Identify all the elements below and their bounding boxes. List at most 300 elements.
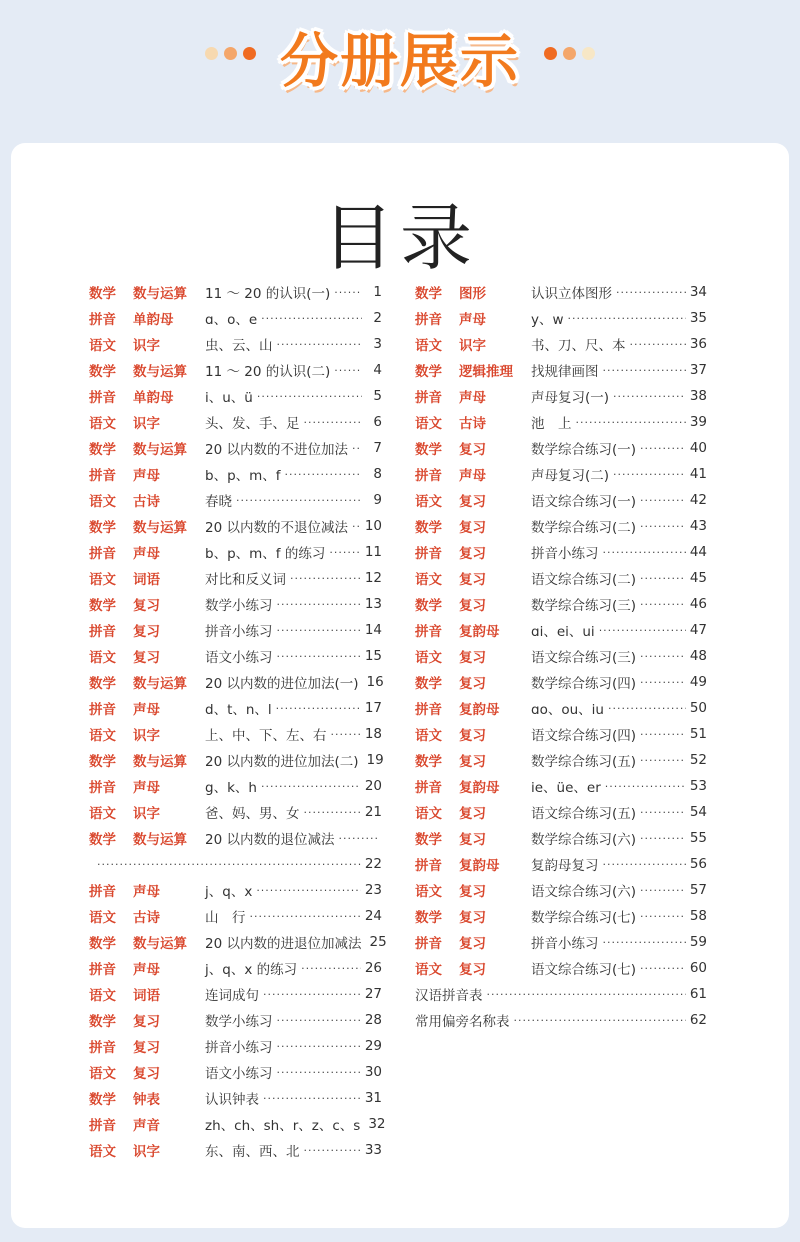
toc-topic: 声母复习(二)	[531, 468, 610, 484]
toc-page-number: 34	[689, 284, 707, 300]
toc-entry	[415, 877, 707, 903]
toc-leader	[514, 1014, 686, 1027]
toc-topic: 常用偏旁名称表	[415, 1014, 510, 1030]
toc-topic: g、k、h	[205, 780, 257, 796]
toc-subject: 拼音	[89, 962, 116, 978]
toc-category: 复习	[459, 936, 486, 952]
toc-leader	[640, 598, 686, 611]
toc-topic: 语文综合练习(二)	[531, 572, 637, 588]
toc-category: 复习	[459, 546, 486, 562]
toc-page-number: 7	[373, 440, 382, 456]
toc-page-number: 20	[364, 778, 382, 794]
toc-topic: 山 行	[205, 910, 246, 926]
toc-topic: 书、刀、尺、本	[531, 338, 626, 354]
toc-category: 数与运算	[133, 520, 187, 536]
toc-entry	[89, 1111, 386, 1137]
toc-page-number: 5	[373, 388, 382, 404]
toc-topic: 语文综合练习(七)	[531, 962, 637, 978]
toc-category: 复习	[459, 910, 486, 926]
toc-leader	[640, 728, 686, 741]
toc-category: 复习	[133, 650, 160, 666]
toc-page-number: 60	[689, 960, 707, 976]
toc-topic: 数学综合练习(六)	[531, 832, 637, 848]
toc-leader	[290, 572, 361, 585]
toc-entry	[89, 1059, 382, 1085]
toc-category: 声母	[133, 468, 160, 484]
toc-page-number: 59	[689, 934, 707, 950]
toc-category: 数与运算	[133, 364, 187, 380]
toc-entry	[415, 851, 707, 877]
toc-page-number: 43	[689, 518, 707, 534]
toc-category: 复习	[459, 806, 486, 822]
toc-category: 复习	[459, 832, 486, 848]
toc-page-number: 54	[689, 804, 707, 820]
toc-leader	[603, 858, 686, 871]
toc-topic: ie、üe、er	[531, 780, 601, 796]
toc-topic: 池 上	[531, 416, 572, 432]
toc-page-number: 11	[364, 544, 382, 560]
toc-subject: 语文	[89, 806, 116, 822]
toc-category: 复习	[459, 728, 486, 744]
toc-leader	[640, 806, 686, 819]
toc-subject: 数学	[89, 1014, 116, 1030]
toc-entry	[89, 539, 382, 565]
toc-entry	[415, 955, 707, 981]
toc-topic: zh、ch、sh、r、z、c、s	[205, 1118, 361, 1134]
toc-leader	[640, 442, 686, 455]
toc-topic: 数学综合练习(五)	[531, 754, 637, 770]
toc-topic: 数学综合练习(七)	[531, 910, 637, 926]
toc-topic: 11 ～ 20 的认识(二)	[205, 364, 331, 380]
toc-leader	[277, 624, 361, 637]
toc-subject: 语文	[415, 494, 442, 510]
toc-page-number: 23	[364, 882, 382, 898]
toc-category: 声母	[459, 312, 486, 328]
toc-entry	[89, 643, 382, 669]
toc-category: 古诗	[459, 416, 486, 432]
toc-entry	[415, 357, 707, 383]
toc-leader	[304, 416, 363, 429]
toc-page-number: 44	[689, 544, 707, 560]
toc-entry	[415, 981, 707, 1007]
toc-leader	[352, 442, 362, 455]
toc-leader	[605, 780, 686, 793]
toc-category: 声母	[459, 468, 486, 484]
toc-entry	[89, 877, 382, 903]
toc-page-number: 38	[689, 388, 707, 404]
toc-entry	[89, 565, 382, 591]
toc-leader	[304, 1144, 361, 1157]
toc-leader	[608, 702, 686, 715]
toc-entry	[89, 279, 382, 305]
toc-subject: 数学	[415, 520, 442, 536]
toc-category: 复习	[133, 598, 160, 614]
toc-page-number: 8	[373, 466, 382, 482]
toc-page-number: 2	[373, 310, 382, 326]
toc-subject: 数学	[89, 286, 116, 302]
toc-category: 复韵母	[459, 780, 500, 796]
toc-topic: 数学综合练习(四)	[531, 676, 637, 692]
toc-category: 复习	[459, 572, 486, 588]
toc-subject: 语文	[415, 884, 442, 900]
toc-topic: d、t、n、l	[205, 702, 272, 718]
toc-category: 数与运算	[133, 442, 187, 458]
toc-category: 复习	[459, 598, 486, 614]
toc-entry	[89, 513, 382, 539]
toc-entry	[415, 799, 707, 825]
toc-subject: 语文	[415, 962, 442, 978]
toc-page-number: 53	[689, 778, 707, 794]
toc-category: 复习	[133, 1014, 160, 1030]
toc-subject: 拼音	[89, 702, 116, 718]
toc-leader	[352, 520, 361, 533]
toc-topic: 数学综合练习(二)	[531, 520, 637, 536]
toc-subject: 语文	[415, 416, 442, 432]
toc-leader	[263, 988, 361, 1001]
toc-topic: 头、发、手、足	[205, 416, 300, 432]
toc-subject: 数学	[415, 364, 442, 380]
toc-leader	[630, 338, 686, 351]
toc-category: 声母	[133, 546, 160, 562]
toc-category: 词语	[133, 988, 160, 1004]
toc-leader	[640, 910, 686, 923]
toc-entry-continued	[89, 851, 382, 877]
toc-category: 复韵母	[459, 624, 500, 640]
toc-topic: 拼音小练习	[205, 624, 273, 640]
toc-topic: ɑo、ou、iu	[531, 702, 604, 718]
toc-subject: 数学	[89, 754, 116, 770]
toc-subject: 拼音	[415, 702, 442, 718]
toc-entry	[415, 461, 707, 487]
toc-entry	[89, 1007, 382, 1033]
toc-topic: 数学小练习	[205, 598, 273, 614]
toc-leader	[285, 468, 362, 481]
toc-entry	[415, 747, 707, 773]
toc-category: 复习	[133, 624, 160, 640]
toc-page-number: 3	[373, 336, 382, 352]
toc-leader	[640, 572, 686, 585]
toc-category: 数与运算	[133, 936, 187, 952]
toc-entry	[415, 617, 707, 643]
toc-entry	[89, 929, 387, 955]
toc-topic: 爸、妈、男、女	[205, 806, 300, 822]
toc-subject: 语文	[415, 572, 442, 588]
toc-leader	[640, 962, 686, 975]
toc-entry	[89, 773, 382, 799]
toc-subject: 数学	[89, 1092, 116, 1108]
toc-subject: 语文	[89, 988, 116, 1004]
toc-entry	[89, 331, 382, 357]
toc-topic: 汉语拼音表	[415, 988, 483, 1004]
toc-page-number: 42	[689, 492, 707, 508]
toc-topic: 语文综合练习(五)	[531, 806, 637, 822]
toc-subject: 语文	[89, 1066, 116, 1082]
toc-entry	[415, 643, 707, 669]
toc-page-number: 62	[689, 1012, 707, 1028]
toc-category: 声音	[133, 1118, 160, 1134]
toc-leader	[576, 416, 686, 429]
toc-topic: 虫、云、山	[205, 338, 273, 354]
toc-topic: 春晓	[205, 494, 232, 510]
toc-leader	[304, 806, 361, 819]
toc-page-number: 27	[364, 986, 382, 1002]
toc-leader	[277, 1040, 361, 1053]
toc-left-column	[89, 279, 387, 1163]
toc-category: 识字	[133, 1144, 160, 1160]
toc-topic: 语文综合练习(六)	[531, 884, 637, 900]
toc-entry	[89, 825, 382, 851]
toc-entry	[89, 435, 382, 461]
toc-category: 复韵母	[459, 702, 500, 718]
toc-leader	[261, 312, 362, 325]
toc-subject: 拼音	[89, 390, 116, 406]
toc-entry	[415, 487, 707, 513]
toc-category: 识字	[459, 338, 486, 354]
toc-entry	[89, 383, 382, 409]
toc-leader	[599, 624, 686, 637]
toc-category: 古诗	[133, 910, 160, 926]
toc-entry	[89, 357, 382, 383]
toc-subject: 数学	[415, 286, 442, 302]
toc-topic: 连词成句	[205, 988, 259, 1004]
decor-dot	[563, 47, 576, 60]
toc-page-number: 4	[373, 362, 382, 378]
toc-subject: 语文	[415, 806, 442, 822]
toc-page-number: 55	[689, 830, 707, 846]
toc-page-number: 33	[364, 1142, 382, 1158]
toc-subject: 数学	[89, 520, 116, 536]
toc-topic: 语文小练习	[205, 1066, 273, 1082]
toc-leader	[640, 520, 686, 533]
toc-entry	[89, 799, 382, 825]
toc-category: 钟表	[133, 1092, 160, 1108]
toc-subject: 拼音	[89, 624, 116, 640]
toc-entry	[415, 1007, 707, 1033]
toc-leader	[640, 494, 686, 507]
header-banner	[0, 0, 800, 140]
toc-category: 声母	[459, 390, 486, 406]
toc-subject: 数学	[89, 364, 116, 380]
toc-leader	[603, 364, 686, 377]
toc-page-number: 46	[689, 596, 707, 612]
toc-leader	[568, 312, 686, 325]
toc-page-number: 51	[689, 726, 707, 742]
toc-topic: 拼音小练习	[531, 546, 599, 562]
toc-subject: 拼音	[415, 936, 442, 952]
toc-leader	[334, 364, 362, 377]
toc-topic: 数学小练习	[205, 1014, 273, 1030]
toc-category: 复习	[133, 1066, 160, 1082]
toc-category: 声母	[133, 780, 160, 796]
toc-leader	[613, 390, 686, 403]
toc-topic: 数学综合练习(一)	[531, 442, 637, 458]
toc-page-number: 45	[689, 570, 707, 586]
toc-page-number: 40	[689, 440, 707, 456]
banner-title: 分册展示	[279, 27, 520, 95]
toc-category: 复习	[133, 1040, 160, 1056]
toc-entry	[89, 955, 382, 981]
toc-subject: 拼音	[89, 1040, 116, 1056]
toc-category: 复习	[459, 962, 486, 978]
toc-leader	[331, 728, 361, 741]
toc-subject: 数学	[89, 442, 116, 458]
toc-leader	[261, 780, 361, 793]
toc-subject: 拼音	[415, 546, 442, 562]
toc-leader	[640, 676, 686, 689]
toc-topic: 20 以内数的进退位加减法	[205, 936, 362, 952]
toc-page-number: 58	[689, 908, 707, 924]
toc-entry	[89, 487, 382, 513]
toc-page-number: 25	[369, 934, 387, 950]
toc-page-number: 10	[364, 518, 382, 534]
toc-entry	[89, 695, 382, 721]
toc-entry	[415, 305, 707, 331]
toc-entry	[415, 929, 707, 955]
toc-entry	[89, 591, 382, 617]
toc-page-number: 28	[364, 1012, 382, 1028]
toc-page-number: 36	[689, 336, 707, 352]
toc-entry	[415, 565, 707, 591]
toc-category: 复习	[459, 676, 486, 692]
toc-topic: 认识立体图形	[531, 286, 612, 302]
toc-topic: 拼音小练习	[205, 1040, 273, 1056]
toc-topic: 20 以内数的进位加法(二)	[205, 754, 359, 770]
toc-page-number: 47	[689, 622, 707, 638]
toc-subject: 语文	[415, 338, 442, 354]
toc-category: 复习	[459, 520, 486, 536]
toc-page-number: 6	[373, 414, 382, 430]
toc-category: 识字	[133, 416, 160, 432]
toc-leader	[603, 936, 686, 949]
toc-entry	[415, 409, 707, 435]
toc-leader	[236, 494, 362, 507]
toc-page-number: 56	[689, 856, 707, 872]
toc-subject: 拼音	[89, 780, 116, 796]
toc-entry	[415, 513, 707, 539]
toc-category: 数与运算	[133, 676, 187, 692]
toc-page-number: 61	[689, 986, 707, 1002]
toc-page-number: 32	[368, 1116, 386, 1132]
toc-entry	[89, 669, 382, 695]
toc-subject: 语文	[89, 338, 116, 354]
toc-leader	[334, 286, 362, 299]
toc-category: 识字	[133, 338, 160, 354]
toc-entry	[89, 747, 382, 773]
toc-entry	[415, 539, 707, 565]
toc-category: 数与运算	[133, 286, 187, 302]
toc-category: 复习	[459, 650, 486, 666]
toc-leader	[277, 338, 363, 351]
toc-subject: 拼音	[415, 624, 442, 640]
toc-subject: 拼音	[89, 468, 116, 484]
toc-page-number: 24	[364, 908, 382, 924]
toc-leader	[277, 1066, 361, 1079]
decor-dot	[582, 47, 595, 60]
toc-topic: 20 以内数的不进位加法	[205, 442, 348, 458]
toc-category: 声母	[133, 962, 160, 978]
toc-entry	[415, 279, 707, 305]
toc-subject: 数学	[415, 910, 442, 926]
toc-entry	[89, 409, 382, 435]
toc-category: 复习	[459, 442, 486, 458]
toc-topic: 对比和反义词	[205, 572, 286, 588]
toc-page-number: 1	[373, 284, 382, 300]
toc-page-number: 52	[689, 752, 707, 768]
toc-category: 图形	[459, 286, 486, 302]
toc-category: 数与运算	[133, 832, 187, 848]
toc-leader	[257, 390, 362, 403]
toc-subject: 语文	[415, 728, 442, 744]
toc-topic: 11 ～ 20 的认识(一)	[205, 286, 331, 302]
toc-category: 复韵母	[459, 858, 500, 874]
toc-topic: 20 以内数的不退位减法	[205, 520, 348, 536]
toc-page-number: 18	[364, 726, 382, 742]
toc-page-number: 49	[689, 674, 707, 690]
toc-entry	[89, 981, 382, 1007]
toc-entry	[415, 331, 707, 357]
toc-subject: 拼音	[415, 312, 442, 328]
toc-page-number: 26	[364, 960, 382, 976]
toc-entry	[415, 695, 707, 721]
toc-subject: 语文	[89, 910, 116, 926]
toc-category: 复习	[459, 494, 486, 510]
toc-subject: 数学	[415, 442, 442, 458]
toc-topic: j、q、x 的练习	[205, 962, 298, 978]
toc-leader	[613, 468, 686, 481]
toc-page-number: 39	[689, 414, 707, 430]
toc-subject: 语文	[89, 494, 116, 510]
toc-topic: ɑ、o、e	[205, 312, 258, 328]
toc-subject: 拼音	[415, 780, 442, 796]
toc-subject: 语文	[89, 728, 116, 744]
toc-entry	[415, 669, 707, 695]
toc-leader	[277, 598, 361, 611]
toc-leader	[640, 884, 686, 897]
toc-subject: 拼音	[415, 468, 442, 484]
toc-subject: 拼音	[415, 390, 442, 406]
toc-subject: 语文	[89, 416, 116, 432]
toc-entry	[415, 825, 707, 851]
toc-category: 声母	[133, 702, 160, 718]
toc-page-number: 16	[366, 674, 384, 690]
toc-topic: 找规律画图	[531, 364, 599, 380]
toc-subject: 拼音	[89, 312, 116, 328]
toc-leader	[276, 702, 361, 715]
toc-subject: 语文	[89, 1144, 116, 1160]
toc-leader	[487, 988, 686, 1001]
toc-topic: 声母复习(一)	[531, 390, 610, 406]
toc-entry	[89, 461, 382, 487]
toc-topic: j、q、x	[205, 884, 253, 900]
toc-subject: 数学	[415, 676, 442, 692]
toc-page-number: 41	[689, 466, 707, 482]
toc-subject: 数学	[89, 936, 116, 952]
toc-page-number: 31	[364, 1090, 382, 1106]
toc-page-number: 14	[364, 622, 382, 638]
toc-topic: 复韵母复习	[531, 858, 599, 874]
toc-category: 数与运算	[133, 754, 187, 770]
toc-category: 单韵母	[133, 390, 174, 406]
toc-category: 古诗	[133, 494, 160, 510]
toc-leader	[263, 1092, 361, 1105]
toc-topic: i、u、ü	[205, 390, 253, 406]
toc-subject: 拼音	[89, 884, 116, 900]
toc-page-number: 48	[689, 648, 707, 664]
toc-topic: 认识钟表	[205, 1092, 259, 1108]
decor-dot	[544, 47, 557, 60]
toc-leader	[640, 754, 686, 767]
toc-subject: 数学	[89, 832, 116, 848]
